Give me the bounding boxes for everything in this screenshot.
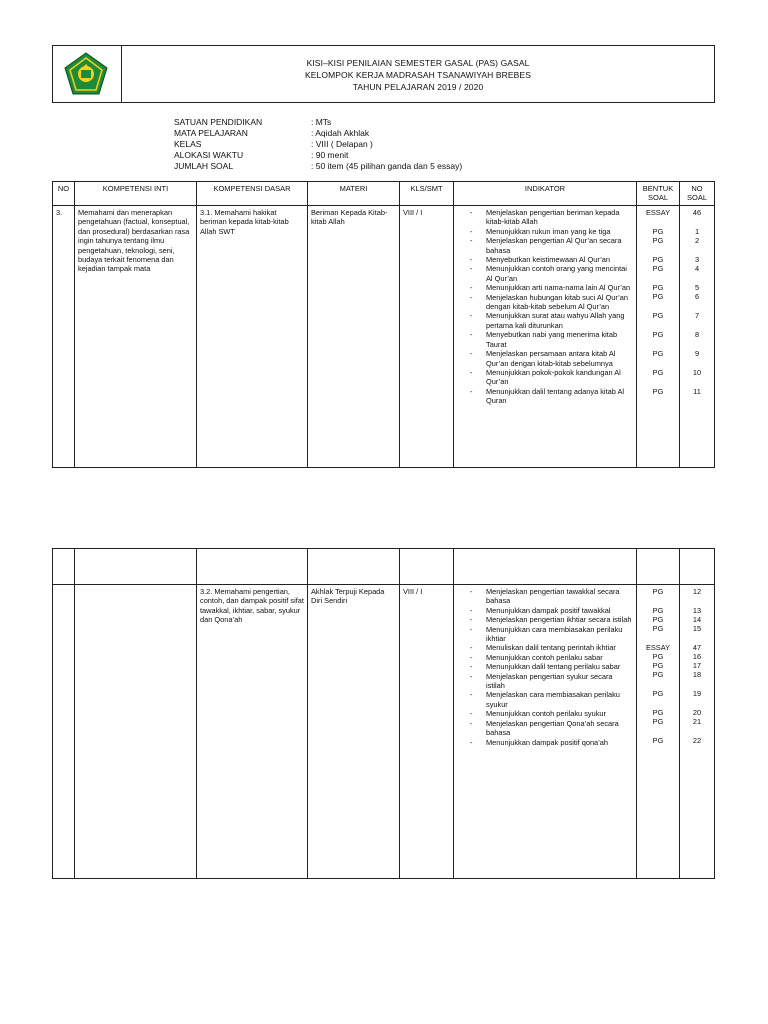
bentuk-item: PG [652,264,664,273]
section1-materi: Beriman Kepada Kitab-kitab Allah [311,208,388,227]
indikator-item: - Menyebutkan nabi yang menerima kitab Taurat [454,330,636,349]
header-nosoal-line2: SOAL [686,193,707,202]
indikator-item: - Menunjukkan surat atau wahyu Allah yang pertama kali diturunkan [454,311,636,330]
section2-materi: Akhlak Terpuji Kepada Diri Sendiri [311,587,385,606]
section1-kd: 3.1. Memahami hakikat beriman kepada kitab-kitab Allah SWT [200,208,289,236]
indikator-item: - Menjelaskan pengertian syukur secara istilah [454,672,636,691]
info-label-mapel: MATA PELAJARAN [174,128,248,138]
info-label-jumlah: JUMLAH SOAL [174,161,234,171]
indikator-item: - Menunjukkan dalil tentang perilaku sabar [454,662,636,671]
section1-bentuk-list [637,206,679,406]
indikator-item: - Menjelaskan pengertian tawakkal secara bahasa [454,587,636,606]
section2-nosoal-list [680,585,714,745]
info-value-mapel: : Aqidah Akhlak [311,128,370,138]
nosoal-item: 8 [694,330,700,339]
cell-no [53,585,75,879]
indikator-item: - Menyebutkan keistimewaan Al Qur’an [454,255,636,264]
nosoal-item: 13 [692,606,702,615]
cell-ki [75,206,197,468]
bentuk-item: PG [652,606,664,615]
cell-kls [400,206,454,468]
cell-indikator [454,206,637,468]
nosoal-item: 7 [694,311,700,320]
header-bentuk [637,182,680,206]
header-materi: MATERI [308,182,400,206]
header-nosoal [680,182,715,206]
table-row [53,206,715,468]
section1-kls: VIII / I [403,208,423,217]
nosoal-item: 46 [692,208,702,217]
cell-bentuk [637,585,680,879]
bentuk-item: PG [652,255,664,264]
bentuk-item: ESSAY [645,208,671,217]
bentuk-item: PG [652,349,664,358]
info-value-satuan: : MTs [311,117,332,127]
cell-nosoal [680,206,715,468]
bentuk-item: PG [652,615,664,624]
table-row [53,585,715,879]
nosoal-item: 9 [694,349,700,358]
bentuk-item: PG [652,283,664,292]
madrasah-logo-icon [63,52,109,96]
section1-no: 3. [56,208,63,217]
indikator-item: - Menjelaskan persamaan antara kitab Al Qur’an dengan kitab-kitab sebelumnya [454,349,636,368]
nosoal-item: 1 [694,227,700,236]
indikator-item: - Menjelaskan pengertian Al Qur’an secara bahasa [454,236,636,255]
indikator-item: - Menuliskan dalil tentang perintah ikhtiar [454,643,636,652]
nosoal-item: 10 [692,368,702,377]
nosoal-item: 22 [692,736,702,745]
nosoal-item: 21 [692,717,702,726]
section2-bentuk-list [637,585,679,745]
header-kls: KLS/SMT [400,182,454,206]
nosoal-item: 3 [694,255,700,264]
cell-indikator [454,585,637,879]
bentuk-item: PG [652,708,664,717]
indikator-item: - Menunjukkan cara membiasakan perilaku ikhtiar [454,625,636,644]
section1-ki: Memahami dan menerapkan pengetahuan (factual, konseptual, dan prosedural) berdasarkan rasa ingin tahunya tentang ilmu pengetahuan, teknologi, seni, budaya terkait fenomena dan kejadian tampak mata [78,208,190,274]
bentuk-item: PG [652,670,664,679]
title-line-2: KELOMPOK KERJA MADRASAH TSANAWIYAH BREBES [305,70,531,80]
nosoal-item: 12 [692,587,702,596]
bentuk-item: PG [652,717,664,726]
nosoal-item: 5 [694,283,700,292]
indikator-item: - Menunjukkan dampak positif qona’ah [454,738,636,747]
info-label-satuan: SATUAN PENDIDIKAN [174,117,263,127]
indikator-item: - Menjelaskan pengertian ikhtiar secara istilah [454,615,636,624]
nosoal-item: 4 [694,264,700,273]
table-header-row [53,182,715,206]
section1-nosoal-list [680,206,714,406]
bentuk-item: PG [652,368,664,377]
indikator-item: - Menunjukkan rukun iman yang ke tiga [454,227,636,236]
nosoal-item: 14 [692,615,702,624]
cell-nosoal [680,585,715,879]
indikator-item: - Menunjukkan contoh orang yang mencintai Al Qur’an [454,264,636,283]
bentuk-item: PG [652,236,664,245]
indikator-item: - Menunjukkan dampak positif tawakkal [454,606,636,615]
info-value-jumlah: : 50 item (45 pilihan ganda dan 5 essay) [311,161,463,171]
header-ki: KOMPETENSI INTI [75,182,197,206]
header-indikator: INDIKATOR [454,182,637,206]
indikator-item: - Menjelaskan pengertian Qona’ah secara bahasa [454,719,636,738]
indikator-item: - Menjelaskan pengertian beriman kepada kitab-kitab Allah [454,208,636,227]
indikator-item: - Menunjukkan contoh perilaku sabar [454,653,636,662]
section2-indikator-list [454,585,636,747]
nosoal-item: 18 [692,670,702,679]
bentuk-item: PG [652,311,664,320]
cell-kd [197,206,308,468]
info-label-alokasi: ALOKASI WAKTU [174,150,244,160]
cell-materi [308,206,400,468]
title-line-1: KISI–KISI PENILAIAN SEMESTER GASAL (PAS) GASAL [306,58,530,68]
nosoal-item: 19 [692,689,702,698]
bentuk-item: PG [652,330,664,339]
nosoal-item: 15 [692,624,702,633]
header-no: NO [53,182,75,206]
bentuk-item: PG [652,689,664,698]
indikator-item: - Menunjukkan pokok-pokok kandungan Al Qur’an [454,368,636,387]
nosoal-item: 6 [694,292,700,301]
bentuk-item: PG [652,227,664,236]
header-nosoal-line1: NO [691,184,703,193]
cell-bentuk [637,206,680,468]
nosoal-item: 17 [692,661,702,670]
header-box [52,45,715,103]
section2-kls: VIII / I [403,587,423,596]
nosoal-item: 2 [694,236,700,245]
indikator-item: - Menunjukkan arti nama-nama lain Al Qur’an [454,283,636,292]
indikator-item: - Menunjukkan contoh perilaku syukur [454,709,636,718]
bentuk-item: PG [652,661,664,670]
header-kd: KOMPETENSI DASAR [197,182,308,206]
cell-kd [197,585,308,879]
info-label-kelas: KELAS [174,139,202,149]
kisi-table-2 [52,548,715,879]
section2-kd: 3.2. Memahami pengertian, contoh, dan dampak positif sifat tawakkal, ikhtiar, sabar, syukur dan Qona’ah [200,587,304,625]
logo-cell [53,46,122,102]
header-bentuk-line2: SOAL [647,193,668,202]
bentuk-item: PG [652,587,664,596]
info-value-kelas: : VIII ( Delapan ) [311,139,373,149]
bentuk-item: PG [652,387,664,396]
bentuk-item: PG [652,292,664,301]
cell-kls [400,585,454,879]
indikator-item: - Menjelaskan cara membiasakan perilaku syukur [454,690,636,709]
bentuk-item: PG [652,736,664,745]
nosoal-item: 20 [692,708,702,717]
indikator-item: - Menjelaskan hubungan kitab suci Al Qur’an dengan kitab-kitab sebelum Al Qur’an [454,293,636,312]
cell-no [53,206,75,468]
bentuk-item: PG [652,624,664,633]
bentuk-item: ESSAY [645,643,671,652]
nosoal-item: 16 [692,652,702,661]
header-bentuk-line1: BENTUK [642,184,674,193]
info-value-alokasi: : 90 menit [311,150,349,160]
nosoal-item: 47 [692,643,702,652]
cell-materi [308,585,400,879]
indikator-item: - Menunjukkan dalil tentang adanya kitab Al Quran [454,387,636,406]
title-line-3: TAHUN PELAJARAN 2019 / 2020 [352,82,484,92]
bentuk-item: PG [652,652,664,661]
table-blank-row [53,549,715,585]
section1-indikator-list [454,206,636,406]
nosoal-item: 11 [693,387,701,396]
cell-ki [75,585,197,879]
kisi-table-1 [52,181,715,468]
